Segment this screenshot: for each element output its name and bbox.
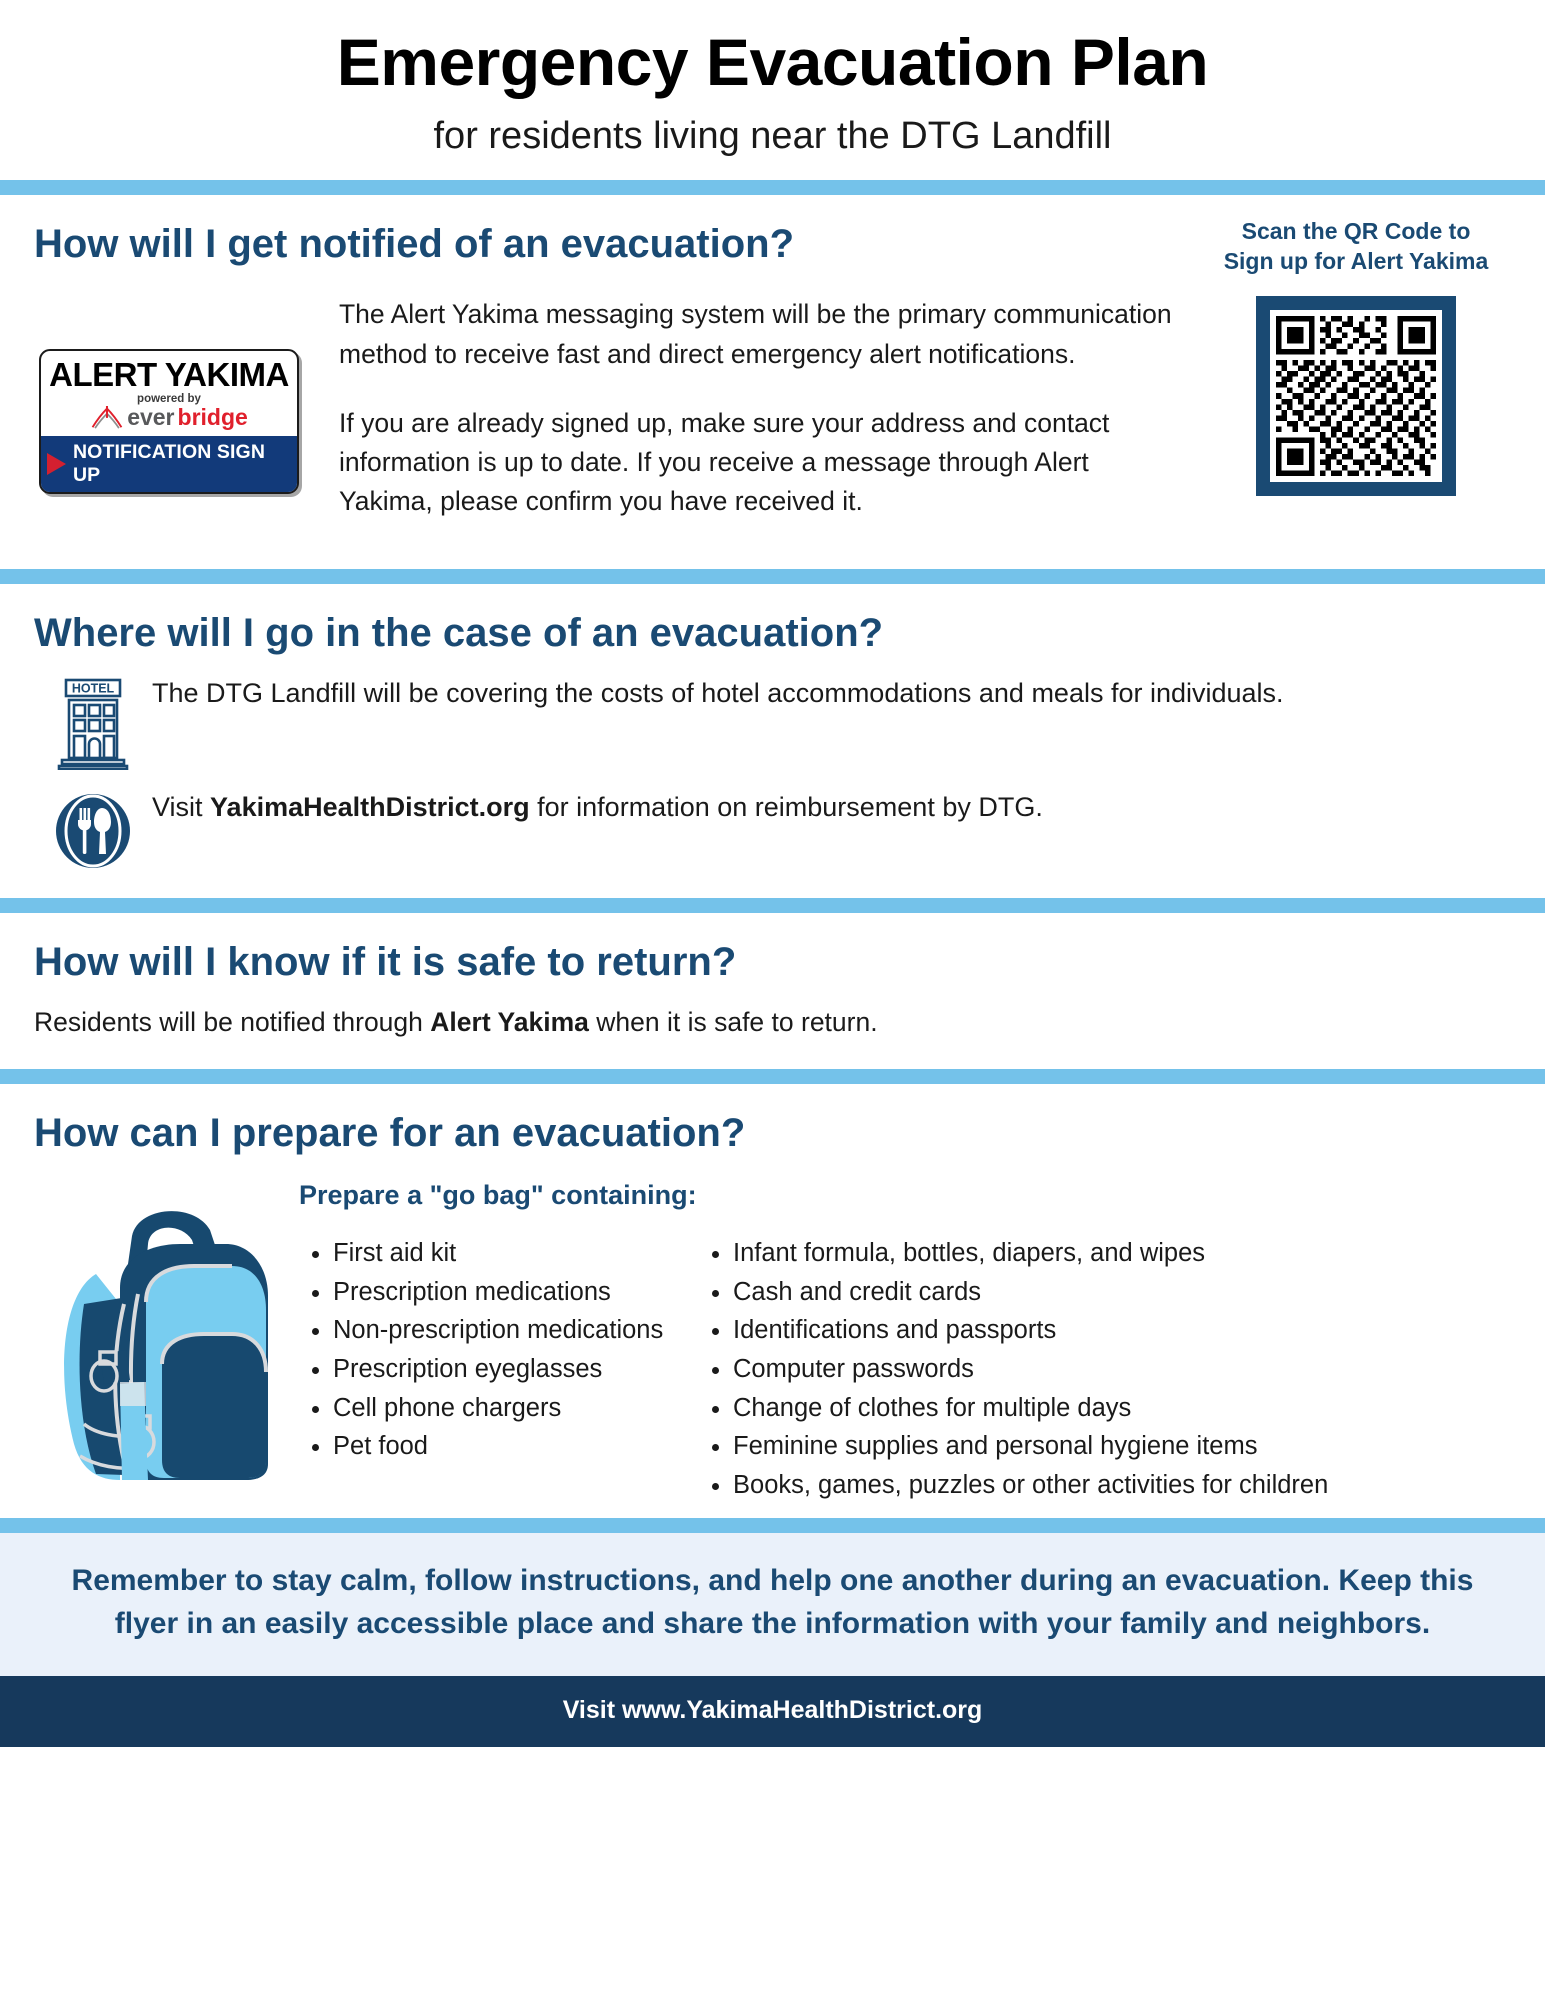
- notification-signup-label: NOTIFICATION SIGN UP: [73, 440, 265, 486]
- page-footer: [0, 1676, 1545, 1747]
- list-item: • Prescription medications: [333, 1276, 699, 1309]
- list-item: • Pet food: [333, 1430, 699, 1463]
- meal-reimbursement-text: [152, 788, 1511, 828]
- hotel-accommodation-text: The DTG Landfill will be covering the costs of hotel accommodations and meals for individuals.: [152, 678, 1284, 709]
- section-prepare-heading: How can I prepare for an evacuation?: [34, 1111, 746, 1156]
- alert-yakima-logo[interactable]: [34, 285, 339, 494]
- qr-code[interactable]: [1256, 296, 1456, 496]
- powered-by-label: powered by: [137, 393, 201, 406]
- reminder-note: [0, 1533, 1545, 1676]
- notification-paragraph-2: If you are already signed up, make sure your address and contact information is up to date. If you receive a message through Alert Yakima, please confirm you have received it.: [339, 407, 1110, 517]
- qr-block: [1201, 195, 1511, 495]
- footer-website-text[interactable]: Visit www.YakimaHealthDistrict.org: [562, 1695, 983, 1724]
- hotel-icon: [34, 674, 152, 770]
- list-item: • Computer passwords: [733, 1353, 1511, 1386]
- notification-signup-button[interactable]: [41, 436, 297, 492]
- section-return-heading: How will I know if it is safe to return?: [34, 940, 737, 985]
- divider-bar-3: [0, 898, 1545, 913]
- alert-yakima-title: ALERT YAKIMA: [49, 356, 289, 394]
- meal-text-suffix: for information on reimbursement by DTG.: [529, 792, 1043, 823]
- list-item: • Change of clothes for multiple days: [733, 1392, 1511, 1425]
- list-item: • Non-prescription medications: [333, 1314, 699, 1347]
- play-triangle-icon: [47, 453, 66, 475]
- meal-icon: [34, 788, 152, 870]
- section-where-heading: Where will I go in the case of an evacuation?: [34, 611, 884, 656]
- divider-bar-4: [0, 1069, 1545, 1084]
- section-notification: [0, 195, 1545, 569]
- section-prepare: [0, 1084, 1545, 1517]
- qr-caption: Scan the QR Code to Sign up for Alert Yakima: [1223, 218, 1489, 274]
- list-item: • Books, games, puzzles or other activities for children: [733, 1469, 1511, 1502]
- list-item: • Identifications and passports: [733, 1314, 1511, 1347]
- meal-text-prefix: Visit: [152, 792, 211, 823]
- gobag-list-left: [299, 1237, 699, 1463]
- notification-paragraph-1: The Alert Yakima messaging system will be the primary communication method to receive fast and direct emergency alert notifications.: [339, 299, 1172, 369]
- section-return: [0, 913, 1545, 1069]
- page-subtitle: for residents living near the DTG Landfill: [433, 115, 1112, 158]
- everbridge-brand-first: ever: [127, 404, 175, 431]
- list-item: • Cash and credit cards: [733, 1276, 1511, 1309]
- section-notification-heading: How will I get notified of an evacuation?: [34, 222, 795, 267]
- section-where: [0, 584, 1545, 898]
- list-item: • Infant formula, bottles, diapers, and wipes: [733, 1237, 1511, 1270]
- divider-bar-2: [0, 569, 1545, 584]
- page-header: [0, 0, 1545, 180]
- list-item: • Prescription eyeglasses: [333, 1353, 699, 1386]
- gobag-list-right: [699, 1237, 1511, 1501]
- everbridge-logo-icon: [90, 406, 124, 430]
- reminder-note-text: Remember to stay calm, follow instructions, and help one another during an evacuation. Keep this flyer in an easily accessible place and share the information with your family and neighbors.: [71, 1563, 1474, 1641]
- hotel-sign-label: HOTEL: [71, 681, 115, 696]
- gobag-title: Prepare a "go bag" containing:: [299, 1180, 697, 1211]
- page-title: Emergency Evacuation Plan: [336, 25, 1209, 99]
- list-item: • First aid kit: [333, 1237, 699, 1270]
- divider-bar-1: [0, 180, 1545, 195]
- yakima-health-district-link[interactable]: YakimaHealthDistrict.org: [210, 792, 530, 823]
- list-item: • Cell phone chargers: [333, 1392, 699, 1425]
- return-text-bold: Alert Yakima: [430, 1007, 589, 1038]
- return-text-prefix: Residents will be notified through: [34, 1007, 431, 1038]
- backpack-icon: [34, 1184, 289, 1484]
- qr-code-icon: [1276, 316, 1436, 476]
- divider-bar-5: [0, 1518, 1545, 1533]
- return-text-suffix: when it is safe to return.: [588, 1007, 878, 1038]
- everbridge-brand-second: bridge: [177, 404, 248, 431]
- list-item: • Feminine supplies and personal hygiene items: [733, 1430, 1511, 1463]
- return-notification-text: [34, 1003, 1511, 1043]
- backpack-illustration: [34, 1174, 299, 1489]
